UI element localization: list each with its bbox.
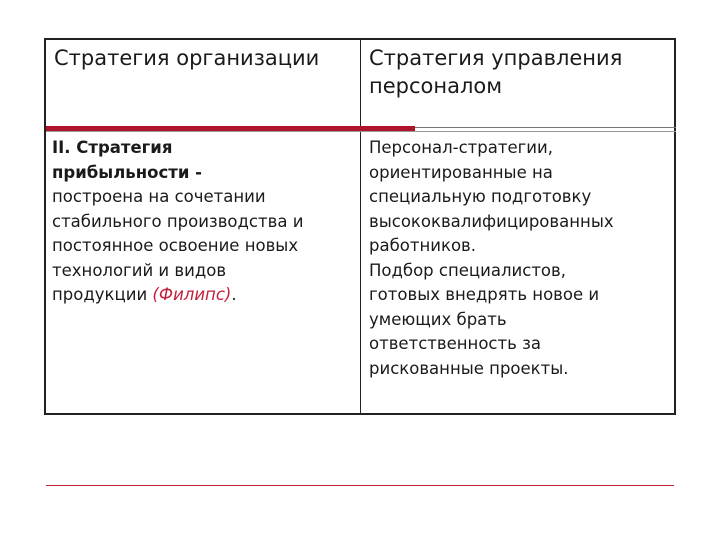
header-divider-thin — [415, 127, 676, 128]
body-cell-personnel: Персонал-стратегии, ориентированные на специальную подготовку высококвалифицированных работников. Подбор специалистов, готовых внедрять новое и умеющих брать ответственность за рискованные проекты. — [369, 138, 614, 378]
strategy-description: построена на сочетании стабильного производства и постоянное освоение новых технологий и видов продукции — [52, 187, 304, 304]
trailing-period: . — [231, 285, 237, 304]
comparison-table — [44, 38, 676, 415]
footer-divider — [46, 485, 674, 486]
company-example: (Филипс) — [152, 285, 232, 304]
strategy-title-line1: II. Стратегия — [52, 138, 173, 157]
header-divider-underline — [46, 131, 676, 132]
body-cell-organization — [52, 136, 358, 308]
header-cell-organization-strategy: Стратегия организации — [54, 46, 320, 70]
header-cell-personnel-strategy: Стратегия управления персоналом — [369, 46, 623, 98]
column-divider — [360, 40, 361, 413]
strategy-title-line2: прибыльности - — [52, 162, 202, 182]
